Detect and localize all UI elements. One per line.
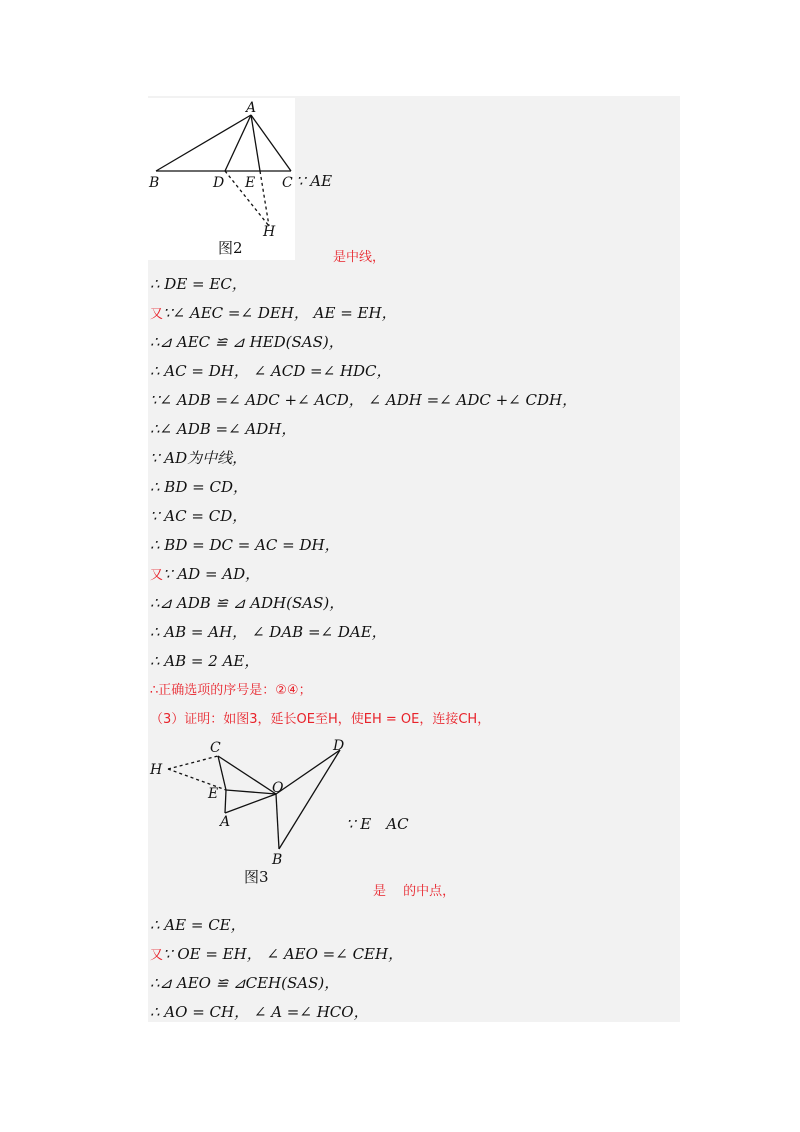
line-text: ∴ BD = CD，: [150, 478, 248, 496]
label-d3: D: [333, 738, 345, 754]
line-text: ∴∠ ADB =∠ ADH，: [150, 420, 297, 438]
red-prefix: 又: [150, 568, 164, 583]
segment-ab: [156, 115, 251, 171]
proof-line: [150, 915, 246, 935]
line-text: ∴ DE = EC，: [150, 275, 247, 293]
proof-line: [150, 332, 344, 352]
label-c: C: [282, 175, 293, 191]
line-text: ∴⊿ ADB ≌ ⊿ ADH(SAS)，: [150, 594, 345, 612]
proof-3-intro: （3）证明：如图3，延长OE至H，使EH = OE，连接CH，: [150, 712, 491, 727]
proof-line: [150, 973, 339, 993]
figure-3-after-caption: 是 的中点，: [373, 884, 456, 899]
label-a3: A: [220, 814, 231, 830]
proof-line: [150, 506, 247, 526]
figure-3-caption: 图3: [244, 868, 269, 886]
conclusion-line: ∴正确选项的序号是：②④；: [150, 683, 312, 698]
proof-line: [150, 593, 344, 613]
line-text: ∵∠ ADB =∠ ADC +∠ ACD， ∠ ADH =∠ ADC +∠ CDH，: [150, 391, 578, 409]
proof-line: [150, 622, 387, 642]
label-h3: H: [150, 762, 163, 778]
line-text: ∴ AC = DH， ∠ ACD =∠ HDC，: [150, 362, 392, 380]
proof-line: [150, 419, 296, 439]
line-text: ∵ AC = CD，: [150, 507, 248, 525]
line-text: ∵ OE = EH， ∠ AEO =∠ CEH，: [163, 945, 404, 963]
label-b: B: [149, 175, 160, 191]
segment-ea: [225, 790, 226, 813]
label-e: E: [245, 175, 256, 191]
proof-line: [150, 274, 247, 294]
segment-od: [276, 750, 340, 794]
label-d: D: [213, 175, 225, 191]
line-text: ∴ BD = DC = AC = DH，: [150, 536, 340, 554]
proof-line: [150, 303, 397, 323]
figure-2-box: [148, 98, 295, 260]
proof-line: [150, 477, 248, 497]
segment-eh-dashed: [260, 171, 269, 226]
line-text: ∵ AD为中线，: [150, 449, 248, 467]
segment-ao: [225, 794, 276, 813]
segment-db: [279, 750, 340, 849]
line-text: ∴ AO = CH， ∠ A =∠ HCO，: [150, 1003, 369, 1021]
line-text: ∴ AB = 2 AE，: [150, 652, 260, 670]
segment-ac: [251, 115, 291, 171]
line-text: ∵ AD = AD，: [163, 565, 261, 583]
red-prefix: 又: [150, 307, 164, 322]
proof-line: [150, 944, 403, 964]
label-b3: B: [272, 852, 283, 868]
proof-line: [150, 390, 577, 410]
segment-hc-dashed: [168, 756, 218, 769]
segment-ob: [276, 794, 279, 849]
label-h: H: [263, 224, 276, 240]
red-prefix: 又: [150, 948, 164, 963]
proof-line: [150, 448, 247, 468]
figure-2-side-text: ∵ AE: [296, 172, 333, 190]
figure-3-side-text: ∵ E AC: [346, 815, 409, 833]
figure-3-diagram: [148, 736, 358, 892]
figure-2-after-caption: 是中线，: [333, 250, 386, 265]
proof-line: [150, 651, 259, 671]
figure-2-diagram: [148, 98, 295, 260]
proof-line: [150, 1002, 369, 1022]
line-text: ∴ AE = CE，: [150, 916, 246, 934]
figure-3-box: [148, 736, 358, 892]
line-text: ∴ AB = AH， ∠ DAB =∠ DAE，: [150, 623, 387, 641]
segment-eo: [226, 790, 276, 794]
label-a: A: [246, 100, 257, 116]
line-text: ∵∠ AEC =∠ DEH， AE = EH，: [163, 304, 397, 322]
label-o3: O: [272, 780, 284, 796]
segment-co: [218, 756, 276, 794]
line-text: ∴⊿ AEO ≌ ⊿CEH(SAS)，: [150, 974, 340, 992]
segment-ae: [251, 115, 260, 171]
proof-line: [150, 564, 260, 584]
label-c3: C: [210, 740, 221, 756]
label-e3: E: [208, 786, 219, 802]
figure-2-caption: 图2: [218, 239, 243, 257]
line-text: ∴⊿ AEC ≌ ⊿ HED(SAS)，: [150, 333, 344, 351]
proof-line: [150, 535, 340, 555]
proof-line: [150, 361, 392, 381]
